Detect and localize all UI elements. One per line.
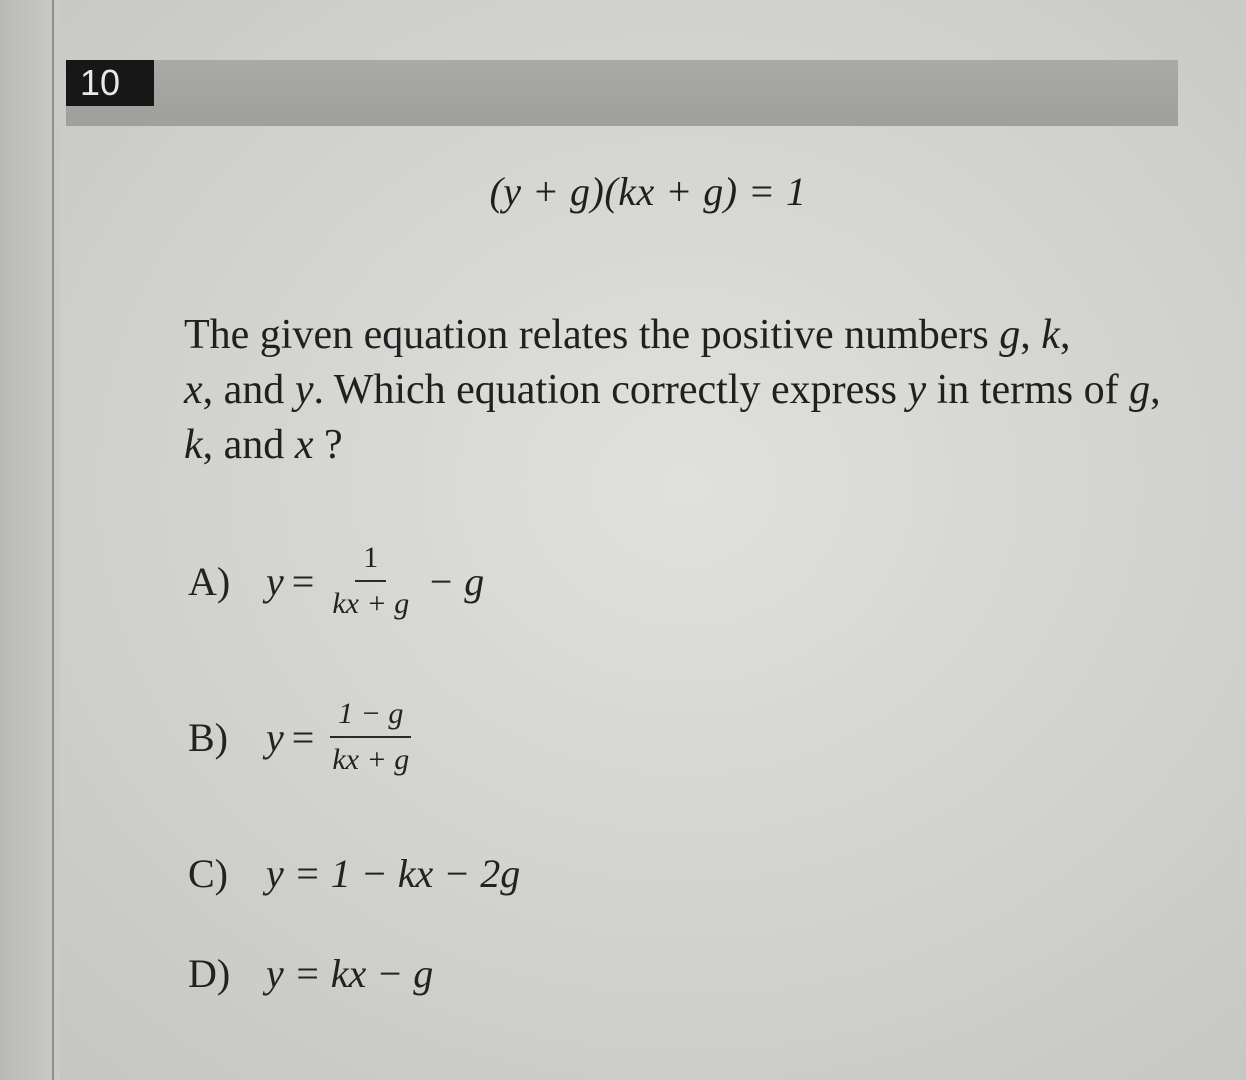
var-k: k bbox=[184, 422, 203, 468]
choice-expression: y = kx − g bbox=[266, 951, 434, 996]
prompt-text: The given equation relates the positive numbers bbox=[184, 312, 1000, 358]
prompt-text: , bbox=[1059, 312, 1071, 358]
choice-letter: C) bbox=[188, 851, 228, 896]
question-number: 10 bbox=[66, 60, 154, 106]
choice-letter: A) bbox=[188, 558, 231, 604]
prompt-text: ? bbox=[313, 422, 343, 468]
var-y: y bbox=[294, 367, 314, 413]
choice-lhs: y bbox=[266, 714, 284, 760]
choice-letter: D) bbox=[188, 951, 231, 996]
var-g: g bbox=[999, 312, 1021, 358]
choice-equals: = bbox=[291, 558, 315, 604]
prompt-text: , bbox=[1150, 367, 1161, 413]
choice-expression: y = 1 − kx − 2g bbox=[266, 851, 521, 896]
choice-fraction bbox=[324, 696, 417, 778]
prompt-text: . Which equation correctly express bbox=[313, 367, 908, 413]
question-prompt bbox=[184, 308, 1174, 473]
fraction-denominator: kx + g bbox=[332, 587, 410, 620]
fraction-numerator: 1 bbox=[355, 540, 386, 582]
prompt-text: , bbox=[1020, 312, 1042, 358]
choice-fraction bbox=[324, 540, 417, 622]
answer-choice-d[interactable] bbox=[188, 950, 437, 997]
given-equation-text: (y + g)(kx + g) = 1 bbox=[489, 169, 807, 214]
choice-tail: − g bbox=[427, 558, 485, 604]
prompt-text: , and bbox=[202, 367, 295, 413]
prompt-text: in terms of bbox=[926, 367, 1130, 413]
answer-choice-c[interactable] bbox=[188, 850, 524, 897]
prompt-text: , and bbox=[202, 422, 295, 468]
var-x: x bbox=[184, 367, 203, 413]
choice-letter: B) bbox=[188, 714, 228, 760]
page-left-margin bbox=[0, 0, 60, 1080]
fraction-denominator: kx + g bbox=[332, 743, 410, 776]
var-g: g bbox=[1129, 367, 1151, 413]
var-x: x bbox=[294, 422, 314, 468]
var-k: k bbox=[1041, 312, 1060, 358]
given-equation bbox=[0, 168, 1246, 215]
answer-choice-b[interactable] bbox=[188, 696, 423, 778]
var-y: y bbox=[907, 367, 927, 413]
choice-equals: = bbox=[291, 714, 315, 760]
choice-lhs: y bbox=[266, 558, 284, 604]
fraction-numerator: 1 − g bbox=[330, 696, 411, 738]
question-header-bar bbox=[66, 60, 1178, 126]
answer-choice-a[interactable] bbox=[188, 540, 488, 622]
page-left-rule bbox=[52, 0, 54, 1080]
